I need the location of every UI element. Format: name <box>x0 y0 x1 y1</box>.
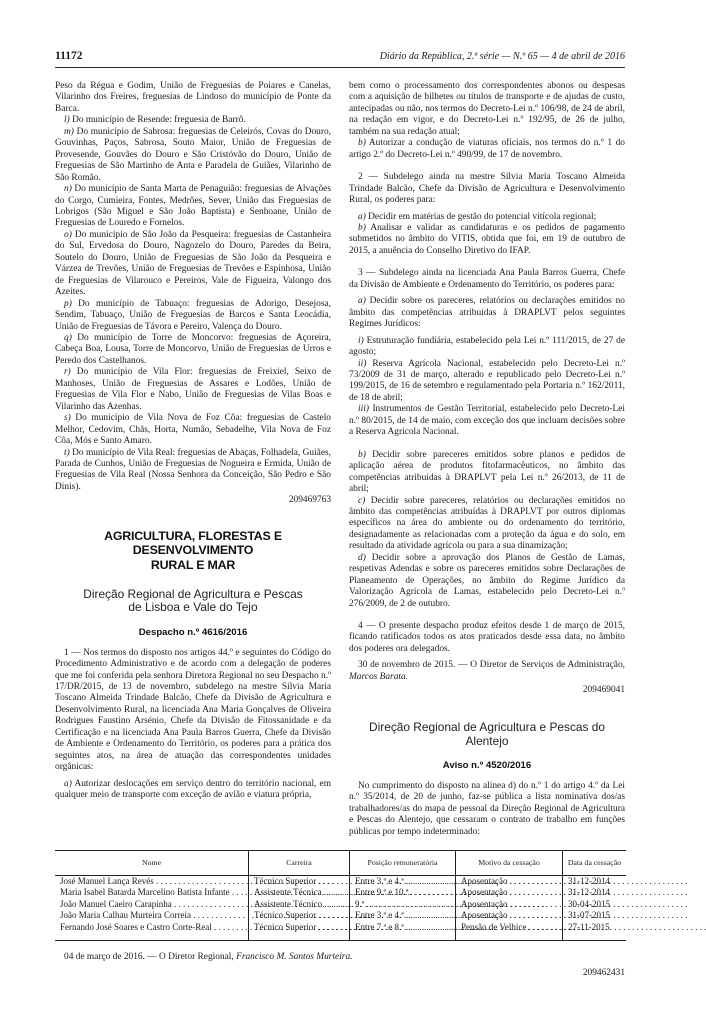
item-marker: i) <box>358 335 364 346</box>
cell-data: 30-04-2015 <box>563 899 627 911</box>
paragraph-continuation: Peso da Régua e Godim, União de Freguesias de Poiares e Canelas, Vilarinho dos Freires, freguesias de Lindoso do município de Ponte da Barca. <box>55 81 331 114</box>
item-marker: p) <box>64 298 72 309</box>
edition-title: Diário da República, 2.ª série — N.º 65 — 4 de abril de 2016 <box>379 51 625 62</box>
list-item <box>55 184 331 230</box>
footer-signature-name: Francisco M. Santos Murteira. <box>236 952 353 963</box>
item-marker: n) <box>64 184 72 195</box>
item-marker: t) <box>64 447 70 458</box>
item-marker: l) <box>64 115 70 126</box>
item-marker: a) <box>64 778 72 789</box>
right-column <box>349 81 625 838</box>
table-row <box>55 910 626 922</box>
list-item <box>55 367 331 413</box>
regime-sublist <box>349 336 625 439</box>
list-item <box>55 413 331 447</box>
column-header-carreira: Carreira <box>249 851 350 876</box>
two-column-body <box>55 81 625 838</box>
item-text: Autorizar a condução de viaturas oficiais, nos termos do n.º 1 do artigo 2.º do Decreto-Lei n.º 490/99, de 17 de novembro. <box>349 138 625 160</box>
list-item <box>55 230 331 299</box>
list-item-b <box>349 138 625 161</box>
cell-carreira: Assistente Técnica <box>254 887 322 898</box>
item-text: Decidir sobre pareceres emitidos sobre planos e pedidos de aplicação aérea de produtos fitofarmacêuticos, no âmbito das competências atribuídas à DRAPLVT pela Lei n.º 26/2013, de 11 de abril; <box>349 449 626 495</box>
item-text: Reserva Agrícola Nacional, estabelecido pelo Decreto-Lei n.º 73/2009 de 31 de março, alterado e republicado pelo Decreto-Lei n.º 199/2015, de 16 de setembro e regulamentado pela Portaria n.º 162/2011, de 18 de abril; <box>349 358 625 403</box>
paragraph-continuation: bem como o processamento dos correspondentes abonos ou despesas com a aquisição de bilhetes ou títulos de transporte e de ajudas de custo, antecipadas ou não, nos termos do Decreto-Lei n.º 106/98, de 24 de abril, na redação em vigor, e do Decreto-Lei n.º 192/95, de 26 de julho, também na sua redação atual; <box>349 81 625 137</box>
page-header <box>55 50 625 62</box>
item-text: Do município de Tabuaço: freguesias de Adorigo, Desejosa, Sendim, Tabuaço, União de Freguesias de Barcos e Santa Leocádia, União de Freguesias de Távora e Pereiro, Valença do Douro. <box>55 298 331 332</box>
gazette-page <box>0 50 678 1010</box>
cessation-table <box>55 850 626 941</box>
column-header-nome: Nome <box>55 851 249 876</box>
item-marker: iii) <box>358 404 369 415</box>
list-item <box>55 299 331 333</box>
cell-data: 31-07-2015 <box>563 910 627 922</box>
dot-leader <box>526 922 706 934</box>
list-item <box>349 553 625 610</box>
directorate-heading: Direção Regional de Agricultura e Pescas de Lisboa e Vale do Tejo <box>83 586 303 615</box>
cell-motivo: Aposentação <box>461 898 508 909</box>
cell-carreira: Técnico Superior <box>254 875 317 886</box>
item-marker: m) <box>64 126 74 137</box>
cell-nome: Fernando José Soares e Castro Corte-Real <box>60 921 212 932</box>
paragraph-3: 3 — Subdelego ainda na licenciada Ana Paula Barros Guerra, Chefe da Divisão de Ambiente e Ordenamento do Território, os poderes para: <box>349 268 625 290</box>
despacho-heading: Despacho n.º 4616/2016 <box>138 627 248 639</box>
cell-nome: João Maria Calhau Murteira Correia <box>60 910 191 921</box>
list-item <box>349 404 625 438</box>
cell-motivo: Aposentação <box>461 887 508 898</box>
item-text: Autorizar deslocações em serviço dentro do território nacional, em qualquer meio de transporte com exceção de avião e viatura própria, <box>55 778 331 801</box>
list-item <box>349 212 625 223</box>
item-text: Do município de Santa Marta de Penaguião: freguesias de Alvações do Corgo, Cumieira, Fontes, Medrões, Sever, União das Freguesias de Lobrigos (São Miguel e São João Baptista) e Senhoane, União de Freguesias de Louredo e Fornelos. <box>55 184 331 229</box>
cell-data: 27-11-2015 <box>563 922 627 941</box>
cell-nome: João Manuel Caeiro Carapinha <box>60 898 172 909</box>
list-item-a <box>55 779 331 802</box>
item-text: Do município de Torre de Moncorvo: freguesias de Açoreira, Cabeça Boa, Lousa, Torre de Moncorvo, União de Freguesias de Urros e Peredo dos Castelhanos. <box>55 332 332 366</box>
item-marker: o) <box>64 229 72 240</box>
item-text: Do município de Resende: freguesia de Barrô. <box>72 115 246 126</box>
item-text: Analisar e validar as candidaturas e os pedidos de pagamento submetidos no âmbito do VITIS, obtida que foi, em 19 de outubro de 2015, a anuência do Conselho Diretivo do IFAP. <box>349 222 625 256</box>
table-row <box>55 922 626 941</box>
item-marker: a) <box>358 296 366 307</box>
header-rule <box>55 67 625 68</box>
list-item <box>349 359 625 405</box>
item-text: Do município de Vila Real: freguesias de Abaças, Folhadela, Guiães, Parada de Cunhos, União de Freguesias de Nogueira e Ermida, União de Freguesias de Vila Real (Nossa Senhora da Conceição, São Pedro e São Dinis). <box>55 447 332 492</box>
signature-date: 30 de novembro de 2015. — O Diretor de Serviços de Administração, <box>358 660 625 671</box>
list-item <box>349 450 625 496</box>
aviso-heading: Aviso n.º 4520/2016 <box>442 760 532 772</box>
item-marker: b) <box>358 222 366 233</box>
cell-motivo: Aposentação <box>461 910 508 921</box>
footer-signature-date: 04 de março de 2016. — O Diretor Regional, <box>64 952 237 963</box>
item-text: Do município de Vila Nova de Foz Côa: freguesias de Castelo Melhor, Cedovim, Chãs, Horta, Numão, Sebadelhe, Vila Nova de Foz Côa, Mós e Santo Amaro. <box>55 413 331 447</box>
cell-posicao: Entre 3.ª e 4.ª <box>355 910 404 921</box>
footer-reference-number: 209462431 <box>582 967 625 978</box>
page-number: 11172 <box>55 50 83 62</box>
signature-line <box>349 660 625 683</box>
table-header <box>55 851 626 876</box>
table-row <box>55 887 626 899</box>
item-marker: a) <box>358 211 366 222</box>
ministry-heading: AGRICULTURA, FLORESTAS E DESENVOLVIMENTO RURAL E MAR <box>104 528 282 572</box>
item-text: Decidir sobre os pareceres, relatórios ou declarações emitidos no âmbito das competências atribuídas à DRAPLVT pelos seguintes Regimes Jurídicos: <box>349 296 625 330</box>
item-text: Estruturação fundiária, estabelecido pela Lei n.º 111/2015, de 27 de agosto; <box>349 335 625 358</box>
municipality-list <box>55 115 331 493</box>
table-row <box>55 899 626 911</box>
list-item <box>55 127 331 184</box>
directorate-heading-alentejo: Direção Regional de Agricultura e Pescas do Alentejo <box>369 719 605 748</box>
item-marker: q) <box>64 332 72 343</box>
item-text: Do município de Sabrosa: freguesias de Celeirós, Covas do Douro, Gouvinhas, Paços, Sabrosa, Souto Maior, União de Freguesias de Provesende, Gouvães do Douro e São Cristóvão do Douro, União de Freguesias de São Martinho de Anta e Paradela de Guiães, Vilarinho de São Romão. <box>55 126 331 183</box>
list-item <box>349 223 625 257</box>
item-marker: b) <box>358 138 366 149</box>
item-marker: ii) <box>358 358 367 369</box>
column-header-motivo: Motivo da cessação <box>456 851 563 876</box>
signature-name: Marcos Barata. <box>349 671 409 682</box>
list-item <box>55 448 331 494</box>
item-marker: r) <box>64 367 71 378</box>
cell-carreira: Técnico Superior <box>254 921 317 932</box>
item-text: Decidir sobre a aprovação dos Planos de Gestão de Lamas, respetivas Adendas e sobre os pareceres emitidos sobre Declarações de Planeamento de Operações, no âmbito do Regime Jurídico da Valorização Agrícola de Lamas, estabelecido pelo Decreto-Lei n.º 276/2009, de 2 de outubro. <box>349 552 626 609</box>
item-marker: c) <box>358 495 366 506</box>
cell-nome: Maria Isabel Batarda Marcelino Batista Infante <box>60 887 230 898</box>
item-marker: b) <box>358 449 366 460</box>
reference-number: 209469763 <box>288 495 331 506</box>
paragraph-4: 4 — O presente despacho produz efeitos desde 1 de março de 2015, ficando ratificados todos os atos praticados desde essa data, no âmbito dos poderes ora delegados. <box>349 621 625 654</box>
cell-posicao: Entre 3.ª e 4.ª <box>355 875 404 886</box>
list-item-a3 <box>349 296 625 330</box>
list-item <box>349 496 625 553</box>
cell-motivo: Pensão de Velhice <box>461 921 527 932</box>
item-text: Do município de Vila Flor: freguesias de Freixiel, Seixo de Manhoses, União de Freguesias de Assares e Lodões, União de Freguesias de Vila Flor e Nabo, União de Freguesias de Vilas Boas e Vilarinho das Azenhas. <box>55 367 331 412</box>
paragraph-1: 1 — Nos termos do disposto nos artigos 44.º e seguintes do Código do Procedimento Administrativo e de acordo com a delegação de poderes que me foi conferida pela senhora Diretora Regional no seu Despacho n.º 17/DR/2015, de 13 de novembro, subdelego na mestre Sílvia Maria Toscano Almeida Trindade Balcão, Chefe da Divisão de Agricultura e Desenvolvimento Rural, na licenciada Ana Maria Gonçalves de Oliveira Rodrigues Faustino Arsénio, Chefe da Divisão de Fitossanidade e da Certificação e na licenciada Ana Paula Barros Guerra, Chefe da Divisão de Ambiente e Ordenamento do Território, os poderes para a prática dos seguintes atos, na área de atuação das correspondentes unidades orgânicas: <box>55 647 331 773</box>
reference-number: 209469041 <box>582 685 625 696</box>
item-marker: d) <box>358 552 366 563</box>
list-item <box>55 115 331 126</box>
cell-posicao: Entre 7.ª e 8.ª <box>355 921 404 932</box>
cell-nome: José Manuel Lança Revés <box>60 875 154 886</box>
cell-posicao: 9.ª <box>355 898 365 909</box>
aviso-paragraph: No cumprimento do disposto na alínea d) do n.º 1 do artigo 4.º da Lei n.º 35/2014, de 20 de junho, faz-se pública a lista nominativa dos/as trabalhadores/as do mapa de pessoal da Direção Regional de Agricultura e Pescas do Alentejo, que cessaram o contrato de trabalho em funções públicas por tempo indeterminado: <box>349 780 625 837</box>
item-marker: s) <box>64 413 71 424</box>
table-body <box>55 875 626 941</box>
cell-data: 31-12-2014 <box>563 887 627 899</box>
cell-carreira: Técnico Superior <box>254 910 317 921</box>
item-text: Do município de São João da Pesqueira: freguesias de Castanheira do Sul, Ervedosa do Douro, Nagozelo do Douro, Paredes da Beira, Soutelo do Douro, União de Freguesias de São João da Pesqueira e Várzea de Trevões, União de Freguesias de Trevões e Espinhosa, União de Freguesias de Vilarouco e Pereiros, Vale de Figueira, Valongo dos Azeites. <box>55 229 331 298</box>
cell-posicao: Entre 9.ª e 10.ª <box>355 887 409 898</box>
item-text: Instrumentos de Gestão Territorial, estabelecido pelo Decreto-Lei n.º 80/2015, de 14 de maio, com exceção dos que incluam decisões sobre a Reserva Agrícola Nacional. <box>349 404 625 438</box>
cell-motivo: Aposentação <box>461 875 508 886</box>
table-row <box>55 875 626 887</box>
paragraph-2: 2 — Subdelego ainda na mestre Sílvia Maria Toscano Almeida Trindade Balcão, Chefe da Divisão de Agricultura e Desenvolvimento Rural, os poderes para: <box>349 172 625 206</box>
cell-carreira: Assistente Técnico <box>254 898 323 909</box>
list-item <box>55 333 331 367</box>
column-header-data: Data da cessação <box>563 851 627 876</box>
footer-signature <box>55 952 625 964</box>
list-item <box>349 336 625 359</box>
item-text: Decidir sobre pareceres, relatórios ou declarações emitidos no âmbito das competências atribuídas à DRAPLVT por outros diplomas específicos na área do ambiente ou do ordenamento do território, designadamente as relacionadas com a proteção da água e do solo, em resultado da atividade agrícola ou para a sua dinamização; <box>349 495 626 552</box>
cell-data: 31-12-2014 <box>563 875 627 887</box>
items-b-c-d <box>349 450 625 610</box>
column-header-posicao: Posição remuneratória <box>350 851 456 876</box>
item-text: Decidir em matérias de gestão do potencial vitícola regional; <box>368 211 597 222</box>
paragraph-2-list <box>349 212 625 258</box>
left-column <box>55 81 331 838</box>
